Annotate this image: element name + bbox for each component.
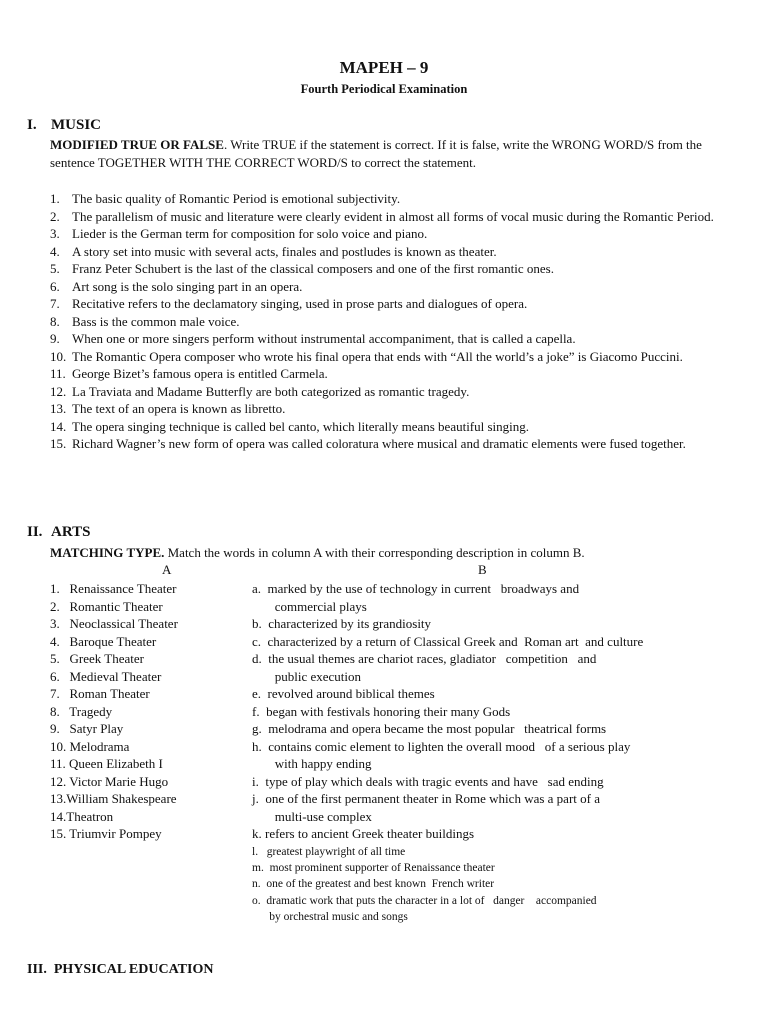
music-item xyxy=(50,190,740,208)
column-b-item: d. the usual themes are chariot races, gladiator competition and xyxy=(252,651,597,666)
item-text: A story set into music with several acts, finales and postludes is known as theater. xyxy=(72,243,497,259)
item-text: Recitative refers to the declamatory singing, used in prose parts and dialogues of opera. xyxy=(72,296,528,311)
column-a-item: 15. Triumvir Pompey xyxy=(50,826,162,841)
section-title: MUSIC xyxy=(51,117,102,133)
item-number: 7. xyxy=(50,296,60,311)
item-number: 14. xyxy=(50,418,67,434)
column-b-item: f. began with festivals honoring their many Gods xyxy=(252,703,511,719)
section-title: PHYSICAL EDUCATION xyxy=(53,962,214,977)
item-number: 13. xyxy=(50,401,67,416)
section-number: I. xyxy=(27,117,37,133)
item-number: 11. xyxy=(50,366,66,381)
column-a-item: 9. Satyr Play xyxy=(50,721,124,736)
music-item xyxy=(50,208,740,226)
music-item xyxy=(50,400,740,418)
column-b-list xyxy=(252,580,643,843)
item-text: The text of an opera is known as libretto. xyxy=(72,401,286,416)
column-a-item: 5. Greek Theater xyxy=(50,651,144,666)
column-b-item: i. type of play which deals with tragic events and have sad ending xyxy=(252,773,604,789)
music-instruction xyxy=(50,136,740,172)
column-a-item: 8. Tragedy xyxy=(50,703,113,719)
item-number: 10. xyxy=(50,348,67,364)
item-number: 8. xyxy=(50,313,60,329)
item-number: 12. xyxy=(50,383,67,399)
column-a-item: 13.William Shakespeare xyxy=(50,791,177,806)
section-number: III. xyxy=(27,962,47,977)
music-item xyxy=(50,295,740,313)
column-a-item: 14.Theatron xyxy=(50,808,114,824)
music-item xyxy=(50,383,740,401)
column-b-item: g. melodrama and opera became the most popular theatrical forms xyxy=(252,721,607,736)
column-b-item: o. dramatic work that puts the character in a lot of danger accompanied xyxy=(252,894,597,907)
column-b-item: e. revolved around biblical themes xyxy=(252,686,435,701)
arts-instruction xyxy=(50,544,740,562)
music-item xyxy=(50,225,740,243)
column-a-list xyxy=(50,580,178,843)
column-b-item: n. one of the greatest and best known French writer xyxy=(252,878,495,891)
column-b-item: c. characterized by a return of Classical Greek and Roman art and culture xyxy=(252,633,644,649)
item-number: 9. xyxy=(50,331,60,346)
column-b-extra-list xyxy=(252,844,597,925)
section-number: II. xyxy=(27,524,43,540)
column-b-item: public execution xyxy=(252,668,362,684)
item-number: 1. xyxy=(50,191,60,206)
item-number: 5. xyxy=(50,261,60,276)
column-a-label: A xyxy=(162,562,172,577)
instruction-text: Match the words in column A with their corresponding description in column B. xyxy=(164,545,585,560)
item-number: 15. xyxy=(50,436,67,451)
item-text: Franz Peter Schubert is the last of the classical composers and one of the first romantic ones. xyxy=(72,261,554,276)
column-a-item: 2. Romantic Theater xyxy=(50,598,163,614)
item-text: Art song is the solo singing part in an opera. xyxy=(72,278,303,294)
music-item xyxy=(50,260,740,278)
music-item xyxy=(50,435,740,453)
item-text: The Romantic Opera composer who wrote his final opera that ends with “All the world’s a joke” is Giacomo Puccini. xyxy=(72,348,683,364)
item-text: Bass is the common male voice. xyxy=(72,313,240,329)
music-item xyxy=(50,330,740,348)
instruction-text: . Write TRUE if the statement is correct. If it is false, write the WRONG WORD/S from the sentence TOGETHER WITH THE CORRECT WORD/S to correct the statement. xyxy=(50,137,702,170)
item-text: The opera singing technique is called bel canto, which literally means beautiful singing. xyxy=(72,418,530,434)
column-b-item: l. greatest playwright of all time xyxy=(252,846,406,858)
item-text: The parallelism of music and literature were clearly evident in almost all forms of vocal music during the Romantic Period. xyxy=(72,208,714,224)
section-pe-heading xyxy=(27,962,213,978)
column-b-item: commercial plays xyxy=(252,598,367,614)
item-number: 6. xyxy=(50,278,60,294)
column-b-item: k. refers to ancient Greek theater buildings xyxy=(252,826,474,841)
column-b-item: with happy ending xyxy=(252,756,372,771)
music-item xyxy=(50,313,740,331)
column-b-item: b. characterized by its grandiosity xyxy=(252,616,432,631)
music-item xyxy=(50,365,740,383)
column-b-item: h. contains comic element to lighten the overall mood of a serious play xyxy=(252,738,631,754)
column-a-item: 6. Medieval Theater xyxy=(50,668,162,684)
item-text: Lieder is the German term for composition for solo voice and piano. xyxy=(72,226,428,241)
column-b-item: multi-use complex xyxy=(252,808,372,824)
section-title: ARTS xyxy=(51,524,91,540)
music-item xyxy=(50,243,740,261)
item-text: George Bizet’s famous opera is entitled Carmela. xyxy=(72,366,328,381)
column-b-item: j. one of the first permanent theater in Rome which was a part of a xyxy=(252,791,600,806)
column-a-item: 7. Roman Theater xyxy=(50,686,150,701)
item-number: 4. xyxy=(50,243,60,259)
column-a-item: 10. Melodrama xyxy=(50,738,130,754)
page-subtitle: Fourth Periodical Examination xyxy=(300,82,468,96)
page-title: MAPEH – 9 xyxy=(339,58,429,77)
music-items-list xyxy=(50,190,740,453)
music-item xyxy=(50,348,740,366)
column-b-label: B xyxy=(478,562,487,577)
instruction-type: MODIFIED TRUE OR FALSE xyxy=(50,137,224,152)
column-b-item: by orchestral music and songs xyxy=(252,910,408,923)
section-music-heading xyxy=(27,117,101,134)
music-item xyxy=(50,418,740,436)
column-a-item: 4. Baroque Theater xyxy=(50,633,157,649)
item-text: La Traviata and Madame Butterfly are both categorized as romantic tragedy. xyxy=(72,383,470,399)
item-text: Richard Wagner’s new form of opera was called coloratura where musical and dramatic elements were fused together. xyxy=(72,436,686,451)
column-b-item: m. most prominent supporter of Renaissance theater xyxy=(252,862,495,875)
column-a-item: 1. Renaissance Theater xyxy=(50,581,177,596)
column-b-item: a. marked by the use of technology in current broadways and xyxy=(252,581,580,596)
section-arts-heading xyxy=(27,524,91,541)
item-number: 3. xyxy=(50,226,60,241)
column-a-item: 12. Victor Marie Hugo xyxy=(50,773,169,789)
item-text: When one or more singers perform without instrumental accompaniment, that is called a capella. xyxy=(72,331,576,346)
item-text: The basic quality of Romantic Period is emotional subjectivity. xyxy=(72,191,401,206)
column-a-item: 3. Neoclassical Theater xyxy=(50,616,178,631)
music-item xyxy=(50,278,740,296)
item-number: 2. xyxy=(50,208,60,224)
instruction-type: MATCHING TYPE. xyxy=(50,545,165,560)
column-a-item: 11. Queen Elizabeth I xyxy=(50,756,163,771)
